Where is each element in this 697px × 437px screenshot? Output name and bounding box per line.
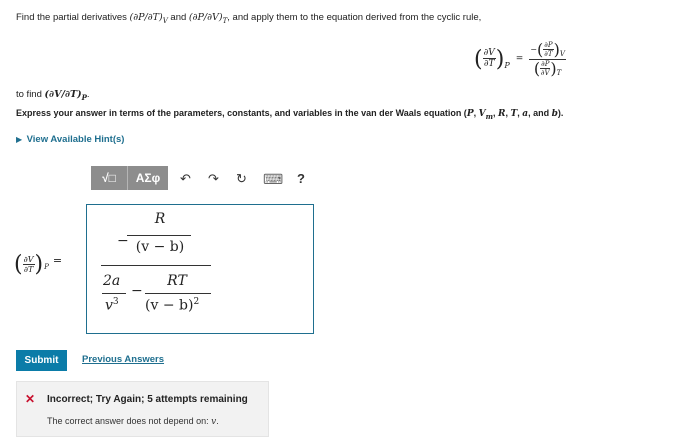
math-toolbar xyxy=(91,166,168,190)
templates-button[interactable]: √□ xyxy=(91,166,128,190)
reset-icon[interactable]: ↻ xyxy=(236,171,247,186)
feedback-panel xyxy=(16,381,269,437)
help-icon[interactable]: ? xyxy=(297,171,305,186)
cyclic-rule-equation: ( $\frac{\partial V}{\partial T}$ ) P = − ( $\frac{\partial P}{\partial T}$ ) V ( $\frac{\partial P}{\partial V}$ ) T xyxy=(474,39,565,78)
express-instruction: Express your answer in terms of the parameters, constants, and variables in the van der Waals equation (P, $V_m$, R, T, a, and b). xyxy=(16,108,564,121)
feedback-message: The correct answer does not depend on: v. xyxy=(47,416,219,427)
redo-icon[interactable]: ↷ xyxy=(208,171,219,186)
submit-button[interactable]: Submit xyxy=(16,350,67,371)
previous-answers-link[interactable]: Previous Answers xyxy=(82,354,165,365)
symbols-button[interactable]: ΑΣφ xyxy=(128,166,168,190)
find-statement: to find $(\partial V/\partial T)_P$. xyxy=(16,89,90,102)
view-hints-link[interactable]: ▶ View Available Hint(s) xyxy=(16,134,125,145)
incorrect-x-icon: ✕ xyxy=(25,392,36,406)
dpdt-expr: $(\partial P/\partial T)_V$ xyxy=(129,12,168,25)
dpdv-expr: $(\partial P/\partial V)_T$ xyxy=(188,12,228,25)
answer-input[interactable] xyxy=(86,204,314,334)
answer-expression: − R (v − b) 2a $v^3$ − RT $(v - b)^2$ xyxy=(99,209,197,325)
answer-lhs: ( $\frac{\partial V}{\partial T}$ ) P = xyxy=(14,252,63,277)
undo-icon[interactable]: ↶ xyxy=(180,171,191,186)
caret-right-icon: ▶ xyxy=(16,135,23,144)
keyboard-icon[interactable]: ⌨ xyxy=(263,171,284,187)
problem-intro: Find the partial derivatives $(\partial P/\partial T)_V$ and $(\partial P/\partial V)_T$, and apply them to the equation derived from the cyclic rule, xyxy=(16,12,482,25)
feedback-title: Incorrect; Try Again; 5 attempts remaining xyxy=(47,394,248,405)
